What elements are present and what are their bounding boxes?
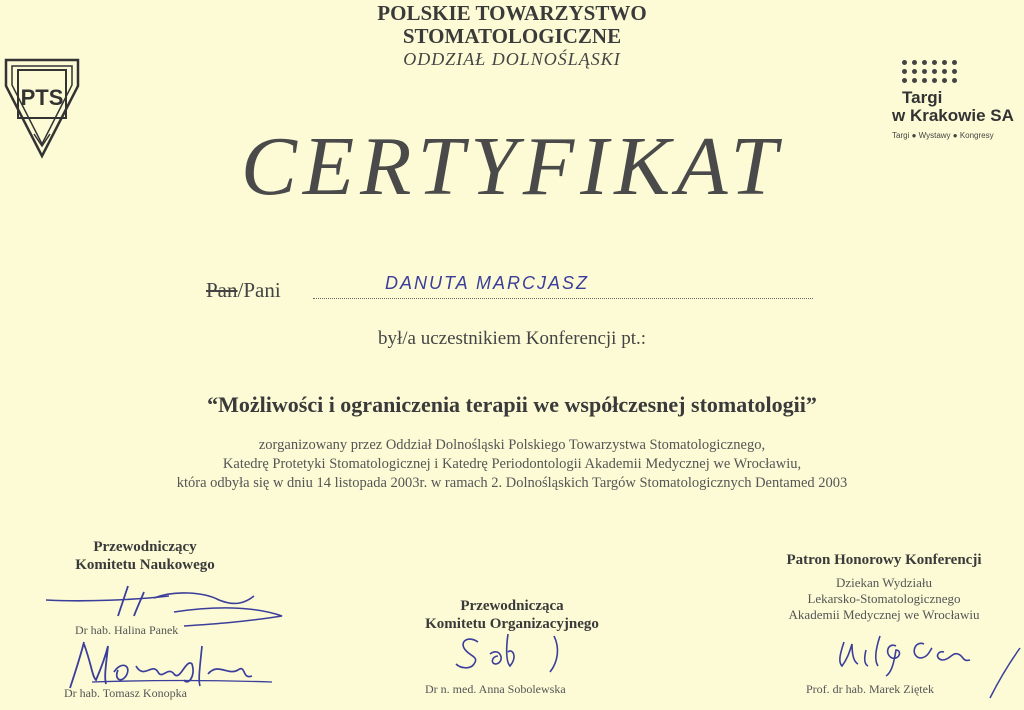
organizer-line: Katedrę Protetyki Stomatologicznej i Katedrę Periodontologii Akademii Medycznej we Wrocławiu, — [222, 456, 802, 472]
scientific-role-line2: Komitetu Naukowego — [75, 557, 215, 573]
organizer-text — [0, 436, 1024, 493]
salutation — [206, 278, 281, 303]
scientific-role-line1: Przewodniczący — [93, 539, 197, 555]
signatory-name-konopka: Dr hab. Tomasz Konopka — [64, 686, 187, 700]
signatory-name-panek: Dr hab. Halina Panek — [75, 623, 179, 637]
patron-title-line2: Lekarsko-Stomatologicznego — [807, 591, 961, 606]
targi-name-line2: w Krakowie SA — [892, 106, 1014, 125]
patron-role: Patron Honorowy Konferencji — [786, 552, 982, 568]
certificate-title: CERTYFIKAT — [240, 120, 784, 213]
signatory-name-sobolewska: Dr n. med. Anna Sobolewska — [425, 682, 566, 696]
society-name-line1: POLSKIE TOWARZYSTWO — [377, 1, 647, 25]
participant-line: był/a uczestnikiem Konferencji pt.: — [377, 328, 647, 349]
organizing-role-line2: Komitetu Organizacyjnego — [425, 616, 599, 632]
society-name — [0, 2, 1024, 48]
conference-title: “Możliwości i ograniczenia terapii we współczesnej stomatologii” — [207, 392, 817, 417]
patron-title-line3: Akademii Medycznej we Wrocławiu — [788, 607, 980, 622]
name-dotted-line — [313, 298, 813, 299]
scientific-committee-role — [40, 538, 250, 574]
salutation-text: /Pani — [237, 278, 281, 302]
society-branch: ODDZIAŁ DOLNOŚLĄSKI — [403, 49, 621, 69]
targi-name-line1: Targi — [902, 88, 943, 107]
pts-logo-text: PTS — [20, 85, 64, 110]
targi-dots-icon — [902, 60, 1024, 83]
organizer-line: zorganizowany przez Oddział Dolnośląski Polskiego Towarzystwa Stomatologicznego, — [258, 437, 766, 453]
organizing-role-line1: Przewodnicząca — [460, 598, 564, 614]
recipient-name: DANUTA MARCJASZ — [385, 273, 590, 293]
organizer-line: która odbyła się w dniu 14 listopada 2003r. w ramach 2. Dolnośląskich Targów Stomatologicznych Dentamed 2003 — [176, 475, 848, 491]
targi-tagline: Targi ● Wystawy ● Kongresy — [892, 131, 994, 140]
signatory-name-zietek: Prof. dr hab. Marek Ziętek — [806, 682, 934, 696]
society-name-line2: STOMATOLOGICZNE — [402, 24, 622, 48]
signature-sobolewska — [450, 628, 580, 676]
salutation-struck: Pan — [206, 278, 238, 302]
patron-block — [752, 551, 1016, 623]
signature-konopka — [62, 636, 282, 692]
patron-title-line1: Dziekan Wydziału — [835, 575, 933, 590]
